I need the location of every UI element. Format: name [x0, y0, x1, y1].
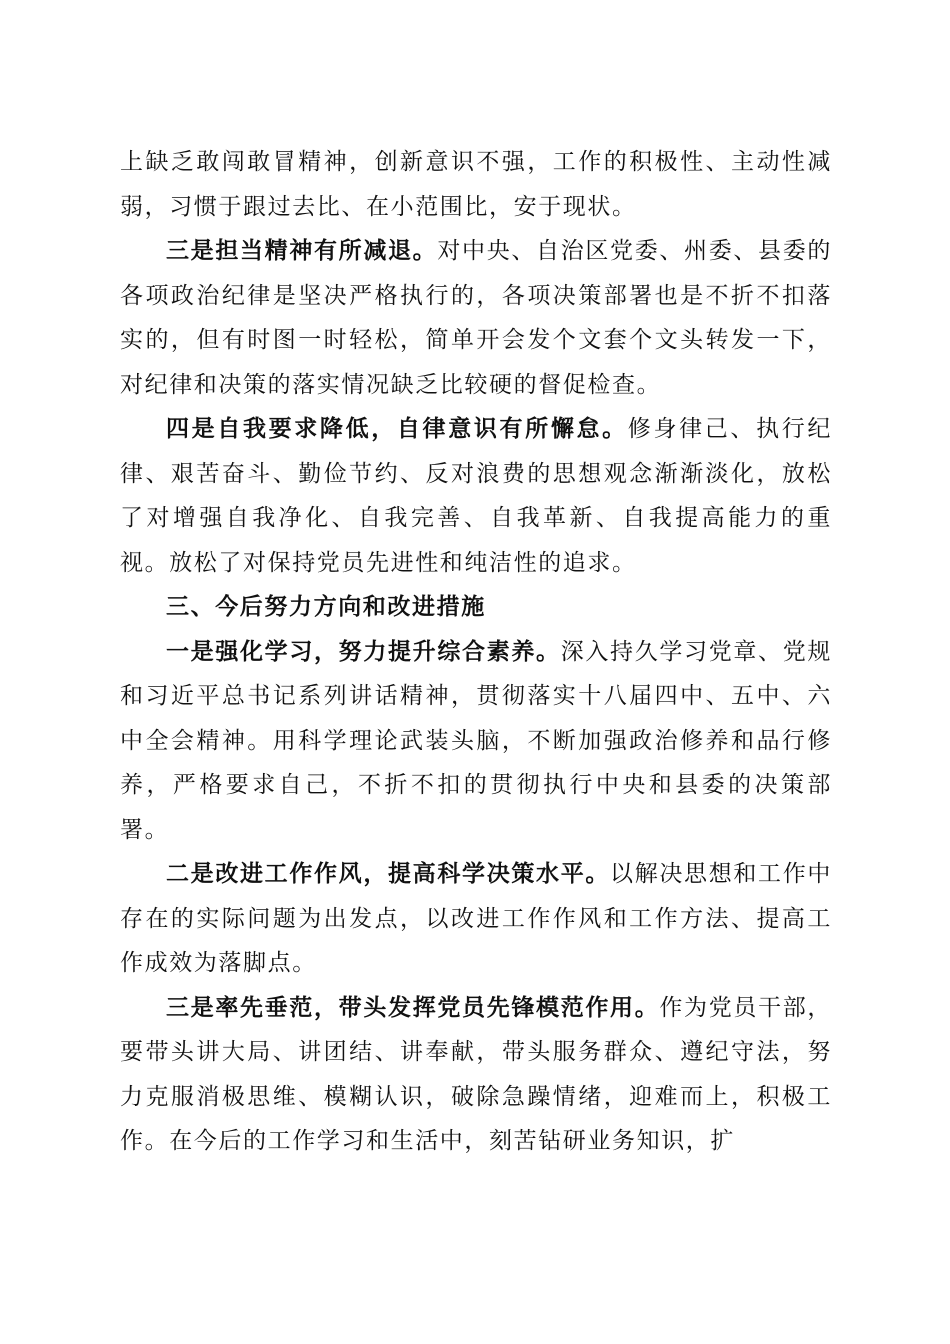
paragraph-lead: 四是自我要求降低，自律意识有所懈怠。 — [166, 415, 628, 442]
paragraph-lead: 三是担当精神有所减退。 — [166, 237, 438, 264]
paragraph-text: 对中央、自治区党委、州委、县委的各项政治纪律是坚决严格执行的，各项决策部署也是不折不扣落实的，但有时图一时轻松，简单开会发个文套个文头转发一下，对纪律和决策的落实情况缺乏比较硬的督促检查。 — [120, 238, 832, 398]
paragraph-text: 上缺乏敢闯敢冒精神，创新意识不强，工作的积极性、主动性减弱，习惯于跟过去比、在小范围比，安于现状。 — [120, 149, 832, 220]
measure-work-style — [120, 852, 832, 986]
measure-study — [120, 630, 832, 853]
paragraph-self-discipline — [120, 407, 832, 585]
measure-lead: 三是率先垂范，带头发挥党员先锋模范作用。 — [166, 993, 660, 1021]
document-body — [120, 140, 832, 1164]
measure-text: 深入持久学习党章、党规和习近平总书记系列讲话精神，贯彻落实十八届四中、五中、六中全会精神。用科学理论武装头脑，不断加强政治修养和品行修养，严格要求自己，不折不扣的贯彻执行中央和县委的决策部署。 — [120, 638, 832, 843]
measure-text: 以解决思想和工作中存在的实际问题为出发点，以改进工作作风和工作方法、提高工作成效为落脚点。 — [120, 861, 832, 976]
paragraph-responsibility — [120, 229, 832, 407]
measure-lead: 一是强化学习，努力提升综合素养。 — [166, 637, 561, 665]
measure-lead-by-example — [120, 986, 832, 1164]
paragraph-text: 修身律己、执行纪律、艰苦奋斗、勤俭节约、反对浪费的思想观念渐渐淡化，放松了对增强自我净化、自我完善、自我革新、自我提高能力的重视。放松了对保持党员先进性和纯洁性的追求。 — [120, 416, 832, 576]
paragraph-continuation — [120, 140, 832, 229]
section-heading: 三、今后努力方向和改进措施 — [166, 594, 486, 620]
measure-text: 作为党员干部，要带头讲大局、讲团结、讲奉献，带头服务群众、遵纪守法，努力克服消极思维、模糊认识，破除急躁情绪，迎难而上，积极工作。在今后的工作学习和生活中，刻苦钻研业务知识，扩 — [120, 994, 833, 1154]
measure-lead: 二是改进工作作风，提高科学决策水平。 — [166, 860, 611, 887]
